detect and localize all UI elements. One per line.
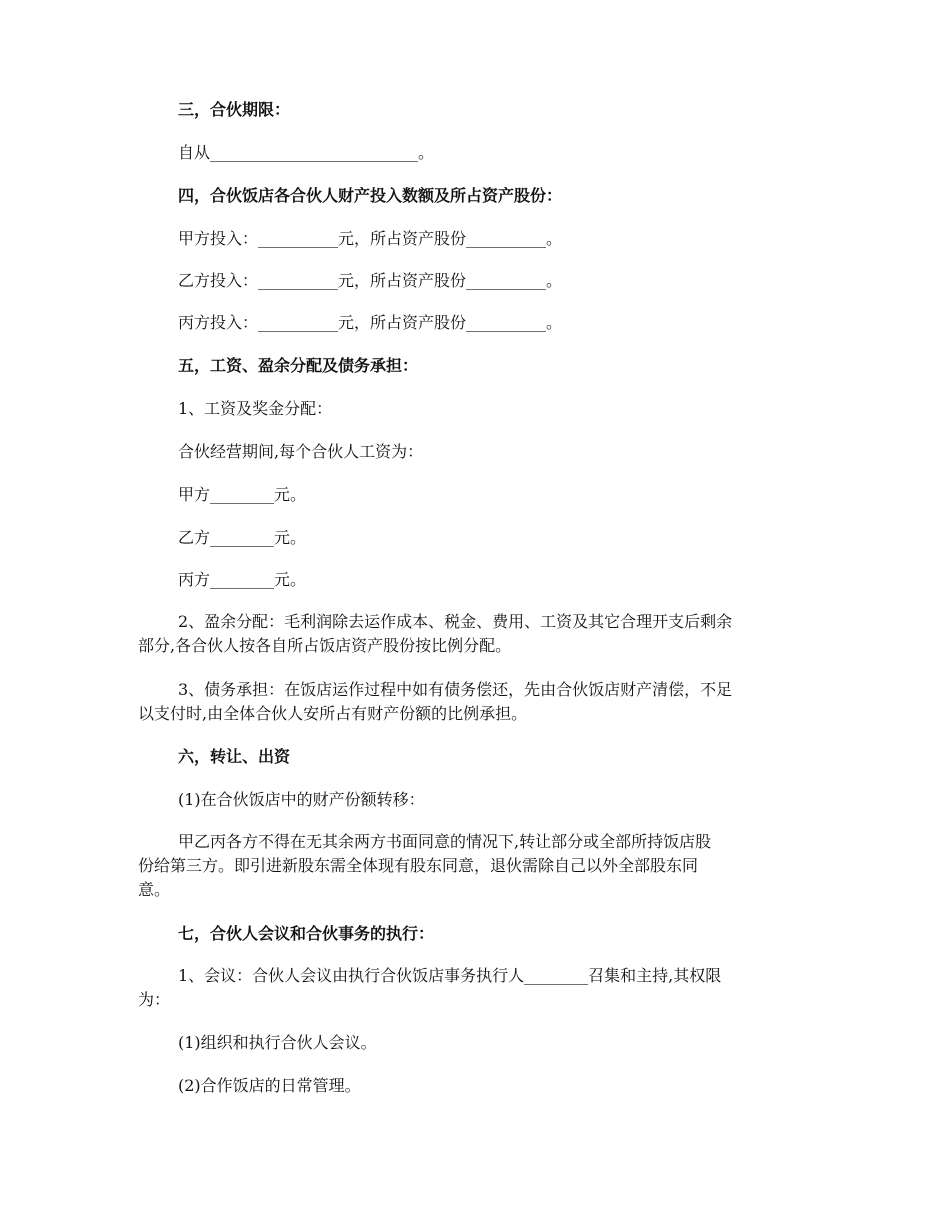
section-5-heading: 五，工资、盈余分配及债务承担： [178,356,419,375]
section-7-item-1 [138,964,814,1012]
section-7-item-1-line-1: 1、会议：合伙人会议由执行合伙饭店事务执行人________召集和主持,其权限 [178,966,722,985]
section-5-item-2-line-1: 2、盈余分配：毛利润除去运作成本、税金、费用、工资及其它合理开支后剩余 [178,612,733,631]
section-5-item-1: 1、工资及奖金分配： [178,399,333,418]
section-6-heading: 六，转让、出资 [178,747,291,766]
section-4-party-a: 甲方投入：__________元，所占资产股份__________。 [178,229,563,248]
section-5-salary-b: 乙方________元。 [178,528,307,547]
section-5-item-2 [138,610,814,658]
section-4-party-c: 丙方投入：__________元，所占资产股份__________。 [178,313,563,332]
section-5-salary-a: 甲方________元。 [178,485,307,504]
section-7-item-1-line-2: 为： [138,990,171,1009]
section-5-salary-c: 丙方________元。 [178,570,307,589]
section-6-text-line-2: 份给第三方。即引进新股东需全体现有股东同意，退伙需除自己以外全部股东同 [138,856,699,875]
section-6-text-line-1: 甲乙丙各方不得在无其余两方书面同意的情况下,转让部分或全部所持饭店股 [178,832,712,851]
section-5-item-2-line-2: 部分,各合伙人按各自所占饭店资产股份按比例分配。 [138,636,512,655]
section-6-text [138,830,814,902]
section-6-item-1: (1)在合伙饭店中的财产份额转移： [178,790,425,809]
section-5-item-3-line-2: 以支付时,由全体合伙人安所占有财产份额的比例承担。 [138,704,528,723]
section-6-text-line-3: 意。 [138,880,171,899]
section-3-heading: 三，合伙期限： [178,100,291,119]
section-7-heading: 七，合伙人会议和合伙事务的执行： [178,924,435,943]
section-7-sub-1: (1)组织和执行合伙人会议。 [178,1033,377,1052]
section-7-sub-2: (2)合作饭店的日常管理。 [178,1076,361,1095]
section-4-party-b: 乙方投入：__________元，所占资产股份__________。 [178,271,563,290]
section-4-heading: 四，合伙饭店各合伙人财产投入数额及所占资产股份： [178,186,563,205]
section-5-item-3 [138,678,814,726]
section-3-term: 自从__________________________。 [178,143,435,162]
section-5-item-3-line-1: 3、债务承担：在饭店运作过程中如有债务偿还，先由合伙饭店财产清偿，不足 [178,680,733,699]
section-5-item-1-desc: 合伙经营期间,每个合伙人工资为： [178,442,424,461]
